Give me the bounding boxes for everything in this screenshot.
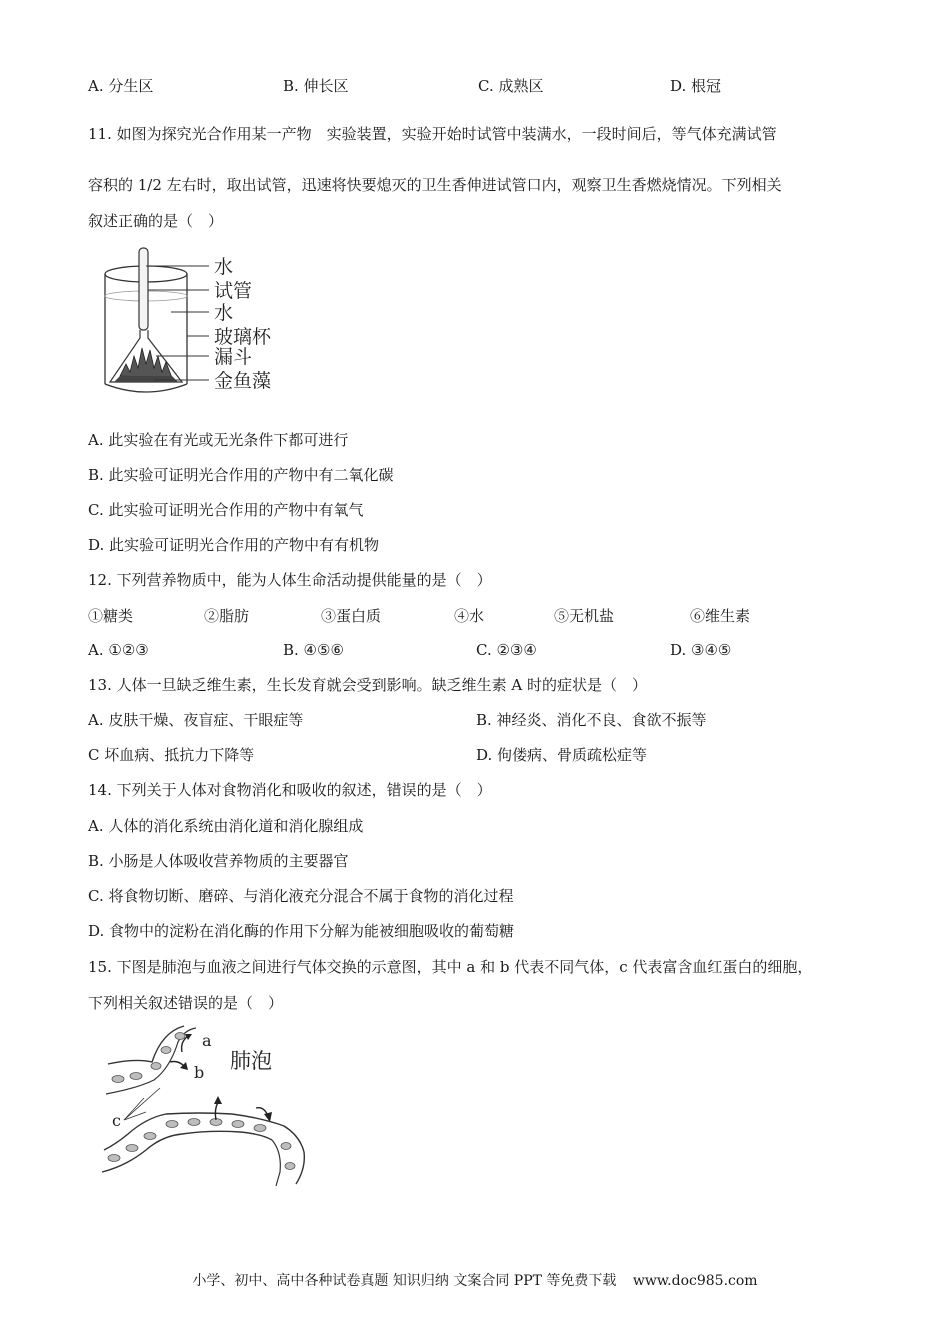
q14-option-d: D. 食物中的淀粉在消化酶的作用下分解为能被细胞吸收的葡萄糖 — [88, 922, 515, 940]
q12-options-row — [88, 640, 868, 660]
q14-option-c: C. 将食物切断、磨碎、与消化液充分混合不属于食物的消化过程 — [88, 887, 514, 905]
q12-option-a: A. ①②③ — [88, 641, 149, 659]
q13-options-row1 — [88, 710, 868, 730]
q13-options-row2 — [88, 745, 868, 765]
figure-label-funnel: 漏斗 — [214, 346, 253, 368]
q14-option-b: B. 小肠是人体吸收营养物质的主要器官 — [88, 852, 349, 870]
figure-label-a: a — [202, 1031, 212, 1050]
q11-option-a: A. 此实验在有光或无光条件下都可进行 — [88, 431, 349, 449]
q14-stem: 14. 下列关于人体对食物消化和吸收的叙述，错误的是（ ） — [88, 781, 492, 799]
figure-label-c: c — [112, 1111, 121, 1130]
q12-item-3: ③蛋白质 — [321, 607, 382, 625]
figure-label-b: b — [194, 1063, 205, 1082]
q11-stem-line2: 容积的 1/2 左右时，取出试管，迅速将快要熄灭的卫生香伸进试管口内，观察卫生香燃烧情况。下列相关 — [88, 176, 782, 194]
q12-stem: 12. 下列营养物质中，能为人体生命活动提供能量的是（ ） — [88, 571, 492, 589]
q12-option-d: D. ③④⑤ — [670, 641, 732, 659]
footer-url[interactable]: www.doc985.com — [632, 1273, 758, 1289]
photosynthesis-apparatus-figure — [96, 244, 296, 406]
q12-items-row — [88, 606, 868, 626]
q13-stem: 13. 人体一旦缺乏维生素，生长发育就会受到影响。缺乏维生素 A 时的症状是（ ） — [88, 676, 647, 694]
q11-option-b: B. 此实验可证明光合作用的产物中有二氧化碳 — [88, 466, 394, 484]
q12-item-2: ②脂肪 — [204, 607, 250, 625]
alveolus-gas-exchange-figure — [100, 1022, 320, 1188]
q12-item-1: ①糖类 — [88, 607, 134, 625]
figure-label-pondweed: 金鱼藻 — [214, 370, 272, 392]
q12-option-c: C. ②③④ — [476, 641, 537, 659]
q11-option-d: D. 此实验可证明光合作用的产物中有有机物 — [88, 536, 380, 554]
figure-label-test-tube: 试管 — [214, 280, 253, 302]
q10-option-d: D. 根冠 — [670, 77, 722, 95]
footer-text: 小学、初中、高中各种试卷真题 知识归纳 文案合同 PPT 等免费下载 — [192, 1273, 617, 1289]
q11-stem-line3: 叙述正确的是（ ） — [88, 212, 224, 230]
q13-option-d: D. 佝偻病、骨质疏松症等 — [476, 746, 648, 764]
figure-label-beaker: 玻璃杯 — [214, 326, 272, 348]
q10-option-a: A. 分生区 — [88, 77, 154, 95]
q15-stem-line1: 15. 下图是肺泡与血液之间进行气体交换的示意图，其中 a 和 b 代表不同气体，c 代表富含血红蛋白的细胞， — [88, 958, 813, 976]
q12-item-4: ④水 — [454, 607, 485, 625]
q12-item-6: ⑥维生素 — [690, 607, 751, 625]
q13-option-a: A. 皮肤干燥、夜盲症、干眼症等 — [88, 711, 304, 729]
q12-item-5: ⑤无机盐 — [554, 607, 615, 625]
q11-stem-line1: 11. 如图为探究光合作用某一产物 实验装置，实验开始时试管中装满水，一段时间后，等气体充满试管 — [88, 125, 777, 143]
figure-label-alveolus: 肺泡 — [230, 1049, 272, 1073]
q10-option-b: B. 伸长区 — [283, 77, 349, 95]
page-footer — [0, 1270, 950, 1290]
figure-label-water: 水 — [214, 302, 234, 324]
q10-options-row — [88, 76, 868, 96]
q11-option-c: C. 此实验可证明光合作用的产物中有氧气 — [88, 501, 364, 519]
q13-option-c: C 坏血病、抵抗力下降等 — [88, 746, 255, 764]
q14-option-a: A. 人体的消化系统由消化道和消化腺组成 — [88, 817, 364, 835]
q15-stem-line2: 下列相关叙述错误的是（ ） — [88, 994, 284, 1012]
figure-label-water-top: 水 — [214, 256, 234, 278]
q12-option-b: B. ④⑤⑥ — [283, 641, 344, 659]
q13-option-b: B. 神经炎、消化不良、食欲不振等 — [476, 711, 707, 729]
q10-option-c: C. 成熟区 — [478, 77, 544, 95]
